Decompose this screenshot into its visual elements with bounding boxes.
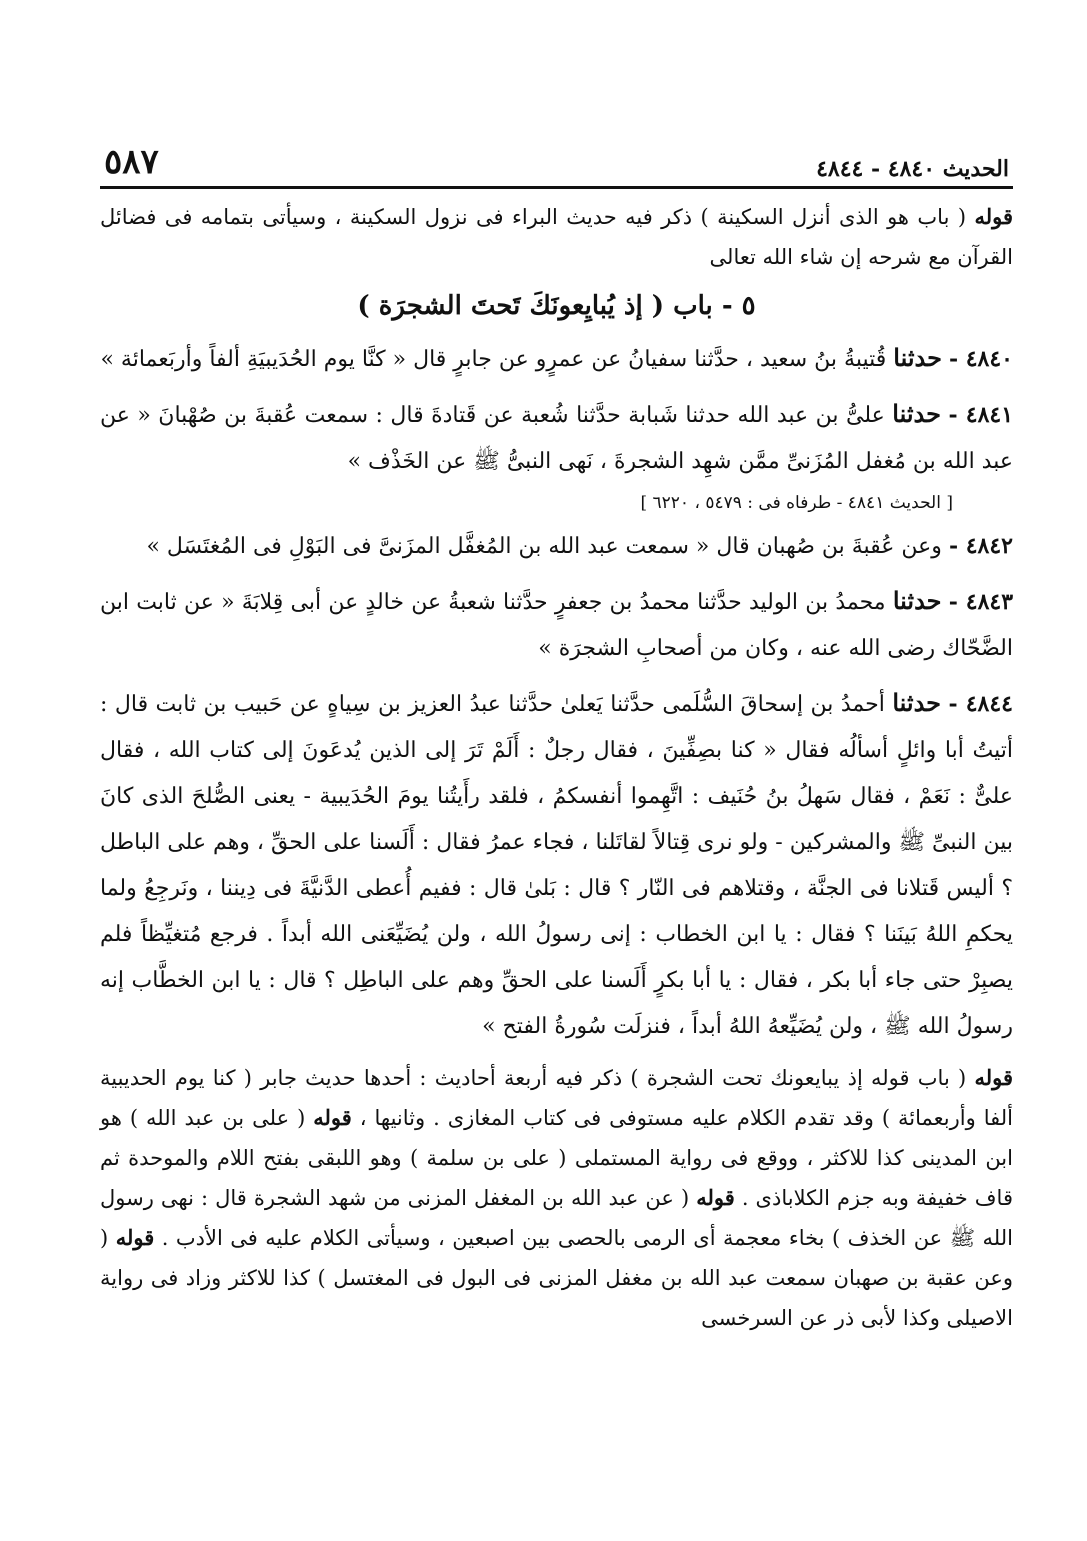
haddathana: حدثنا	[892, 399, 941, 428]
hadith-number: ٤٨٤٤ -	[948, 691, 1013, 717]
hadith-number: ٤٨٤٣ -	[948, 589, 1014, 615]
haddathana: حدثنا	[892, 688, 941, 717]
header-rule	[100, 186, 1013, 189]
running-title: الحديث ٤٨٤٠ - ٤٨٤٤	[816, 156, 1009, 182]
commentary-keyword: قوله	[115, 1225, 155, 1250]
intro-text: ( باب هو الذى أنزل السكينة ) ذكر فيه حديث البراء فى نزول السكينة ، وسيأتى بتمامه فى فضائل القرآن مع شرحه إن شاء الله تعالى	[100, 205, 1013, 269]
page-number: ٥٨٧	[104, 142, 159, 182]
hadith-number: ٤٨٤٠ -	[948, 346, 1013, 372]
commentary-text: ( وعن عقبة بن صهبان سمعت عبد الله بن مغفل المزنى فى البول فى المغتسل ) كذا للاكثر وزاد فى رواية الاصيلى وكذا لأبى ذر عن السرخسى	[100, 1226, 1013, 1330]
chapter-number: ٥ -	[721, 291, 756, 321]
intro-keyword: قوله	[974, 204, 1013, 229]
hadith-cross-reference: [ الحديث ٤٨٤١ - طرفاه فى : ٥٤٧٩ ، ٦٢٢٠ ]	[640, 493, 953, 513]
commentary-text: ( عن عبد الله بن المغفل المزنى من شهد الشجرة قال : نهى رسول الله ﷺ عن الخذف ) بخاء معجمة أى الرمى بالحصى بين اصبعين ، وسيأتى الكلام عليه فى الأدب .	[100, 1186, 1013, 1250]
haddathana: حدثنا	[893, 343, 942, 372]
hadith-4843	[100, 578, 1013, 672]
intro-paragraph	[100, 197, 1013, 277]
hadith-text: أحمدُ بن إسحاقَ السُّلَمى حدَّثنا يَعلىٰ حدَّثنا عبدُ العزيز بن سِياهٍ عن حَبيب بن ثابت قال : أتيتُ أبا وائلٍ أسألُه فقال « كنا بصِفِّينَ ، فقال رجلٌ : أَلَمْ تَرَ إلى الذين يُدعَونَ إلى كتاب الله ، فقال علىٌّ : نَعَمْ ، فقال سَهلُ بنُ حُنَيف : اتَّهِموا أنفسكمُ ، فلقد رأَيتُنا يومَ الحُدَيبية - يعنى الصُّلحَ الذى كانَ بين النبىِّ ﷺ والمشركين - ولو نرى قِتالاً لقاتَلنا ، فجاء عمرُ فقال : أَلَسنا على الحقِّ ، وهم على الباطل ؟ أليس قَتلانا فى الجنَّة ، وقتلاهم فى النّار ؟ قال : بَلىٰ قال : ففيم أُعطى الدَّنيَّةَ فى دِيننا ، ونَرجِعُ ولما يحكمِ اللهُ بَينَنا ؟ فقال : يا ابن الخطاب : إنى رسولُ الله ، ولن يُضَيِّعَنى الله أبداً . فرجع مُتغيِّظاً فلم يصبِرْ حتى جاء أبا بكر ، فقال : يا أبا بكرٍ أَلَسنا على الحقِّ وهم على الباطِل ؟ قال : يا ابن الخطَّاب إنه رسولُ الله ﷺ ، ولن يُضَيِّعهُ اللهُ أبداً ، فنزلَت سُورةُ الفتح »	[100, 692, 1013, 1039]
commentary-text: ( باب قوله إذ يبايعونك تحت الشجرة ) ذكر فيه أربعة أحاديث : أحدها حديث جابر ( كنا يوم الحديبية ألفا وأربعمائة ) وقد تقدم الكلام عليه مستوفى فى كتاب المغازى . وثانيها ،	[100, 1066, 1013, 1130]
hadith-number: ٤٨٤٢ -	[948, 533, 1013, 559]
hadith-text: علىُّ بن عبد الله حدثنا شَبابة حدَّثنا شُعبة عن قَتادةَ قال : سمعت عُقبةَ بن صُهْبانَ « عن عبد الله بن مُغفل المُزَنىِّ ممَّن شهِد الشجرةَ ، نَهى النبىُّ ﷺ عن الخَذْف »	[100, 403, 1013, 474]
commentary-text: ( على بن عبد الله ) هو ابن المدينى كذا للاكثر ، ووقع فى رواية المستملى ( على بن سلمة ) وهو اللبقى بفتح اللام والموحدة ثم قاف خفيفة وبه جزم الكلاباذى .	[100, 1106, 1013, 1210]
chapter-title: ( إذ يُبايِعونَكَ تَحتَ الشجرَة )	[357, 291, 665, 321]
hadith-text: وعن عُقبةَ بن صُهبان قال « سمعت عبد الله بن المُغفَّل المزَنىَّ فى البَوْلِ فى المُغتَسَل »	[146, 534, 942, 559]
chapter-heading	[100, 281, 1013, 331]
commentary-paragraph	[100, 1058, 1013, 1338]
commentary-keyword: قوله	[313, 1105, 352, 1130]
commentary-keyword: قوله	[974, 1065, 1013, 1090]
hadith-text: محمدُ بن الوليد حدَّثنا محمدُ بن جعفرٍ حدَّثنا شعبةُ عن خالدٍ عن أبى قِلابَةَ « عن ثابت ابن الضَّحّاك رضى الله عنه ، وكان من أصحابِ الشجرَة »	[100, 590, 1013, 661]
haddathana: حدثنا	[892, 586, 942, 615]
hadith-4840	[100, 335, 1013, 383]
hadith-4841	[100, 391, 1013, 485]
page-header	[100, 140, 1013, 182]
hadith-number: ٤٨٤١ -	[948, 402, 1014, 428]
book-page	[100, 140, 1013, 1338]
hadith-4844	[100, 680, 1013, 1050]
hadith-4842	[100, 523, 1013, 570]
commentary-keyword: قوله	[696, 1185, 735, 1210]
hadith-text: قُتيبةُ بنُ سعيد ، حدَّثنا سفيانُ عن عمرٍو عن جابرٍ قال « كنَّا يوم الحُدَيبيَةِ ألفاً وأربَعمائة »	[100, 347, 887, 372]
chapter-bab: باب	[673, 291, 713, 321]
